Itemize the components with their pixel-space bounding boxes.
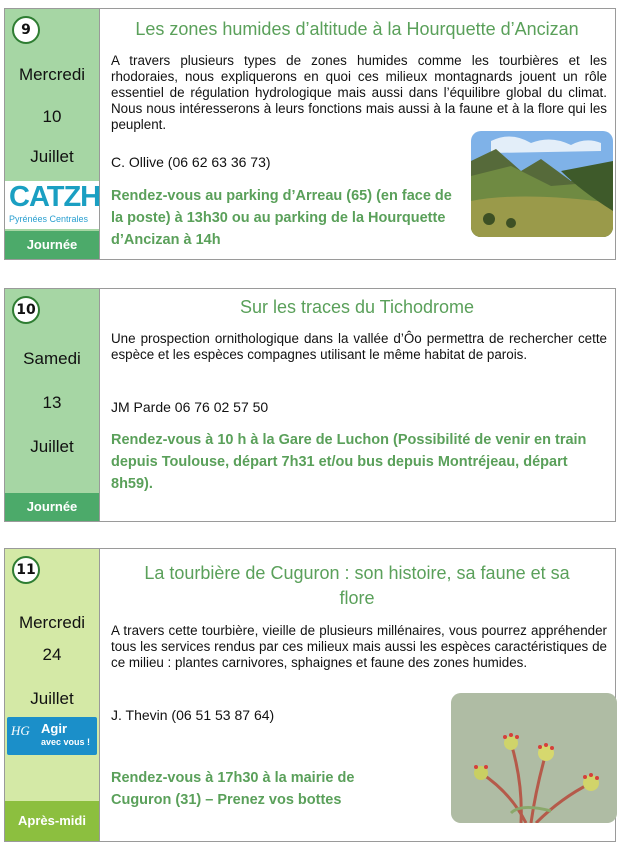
event-day: Mercredi (18, 613, 86, 632)
event-month: Juillet (30, 147, 74, 166)
event-month: Juillet (30, 689, 74, 708)
event-period: Journée (5, 493, 99, 521)
event-description: A travers cette tourbière, vieille de plusieurs millénaires, vous pourrez appréhender tous les services rendus par ces milieux mais aussi les espèces caractéristiques de ce milieu : plantes carnivores, sphaignes et faune des zones humides. (111, 623, 607, 670)
event-number-badge: 11 (12, 556, 40, 584)
event-rendezvous: Rendez-vous à 10 h à la Gare de Luchon (Possibilité de venir en train depuis Toulouse, départ 7h31 et/ou bus depuis Montréjeau, départ 8h59). (111, 432, 587, 492)
mountain-photo (471, 131, 613, 237)
event-period: Après-midi (5, 801, 99, 841)
sundew-plant-image (451, 693, 617, 823)
event-card-9 (4, 8, 616, 260)
agir-logo-subtitle: avec vous ! (41, 737, 91, 747)
event-contact: C. Ollive (06 62 63 36 73) (111, 154, 271, 170)
event-date: 24 (42, 645, 62, 664)
event-day: Mercredi (18, 65, 86, 84)
sundew-photo (451, 693, 617, 823)
event-description: Une prospection ornithologique dans la vallée d’Ôo permettra de rechercher cette espèce et les espèces compagnes utilisant le même habitat de parois. (111, 331, 607, 362)
event-contact: J. Thevin (06 51 53 87 64) (111, 707, 275, 723)
mountain-landscape-image (471, 131, 613, 237)
event-month: Juillet (30, 437, 74, 456)
event-title: La tourbière de Cuguron : son histoire, sa faune et sa flore (144, 563, 570, 608)
event-title: Sur les traces du Tichodrome (239, 297, 475, 317)
event-period: Journée (5, 231, 99, 259)
event-sidebar (5, 549, 100, 841)
catzh-logo-text: CATZH (9, 181, 101, 213)
event-rendezvous: Rendez-vous à 17h30 à la mairie de Cuguron (31) – Prenez vos bottes (111, 770, 355, 808)
event-number-badge: 10 (12, 296, 40, 324)
event-sidebar (5, 9, 100, 259)
event-title: Les zones humides d’altitude à la Hourquette d’Ancizan (135, 19, 579, 39)
event-content (105, 549, 609, 841)
event-sidebar (5, 289, 100, 521)
event-content (105, 289, 609, 521)
catzh-logo-subtitle: Pyrénées Centrales (9, 214, 89, 224)
agir-logo (7, 717, 97, 755)
agir-logo-text: Agir (41, 721, 67, 736)
event-contact: JM Parde 06 76 02 57 50 (111, 399, 269, 415)
event-rendezvous: Rendez-vous au parking d’Arreau (65) (en face de la poste) à 13h30 ou au parking de la Hourquette d’Ancizan à 14h (111, 188, 452, 248)
event-description: A travers plusieurs types de zones humides comme les tourbières et les rhodoraies, nous expliquerons en quoi ces milieux montagnards jouent un rôle essentiel de régulation hydrologique mais aussi dans l’équilibre global du climat. Nous nous intéresserons à leurs fonctions mais aussi à la faune et à la flore qui les peuplent. (111, 53, 607, 132)
event-number-badge: 9 (12, 16, 40, 44)
event-date: 10 (42, 107, 62, 126)
event-content (105, 9, 609, 259)
catzh-logo (5, 181, 99, 229)
hg-logo-mark: HG (11, 723, 30, 738)
event-date: 13 (42, 393, 62, 412)
event-card-10 (4, 288, 616, 522)
event-day: Samedi (23, 349, 81, 368)
event-card-11 (4, 548, 616, 842)
